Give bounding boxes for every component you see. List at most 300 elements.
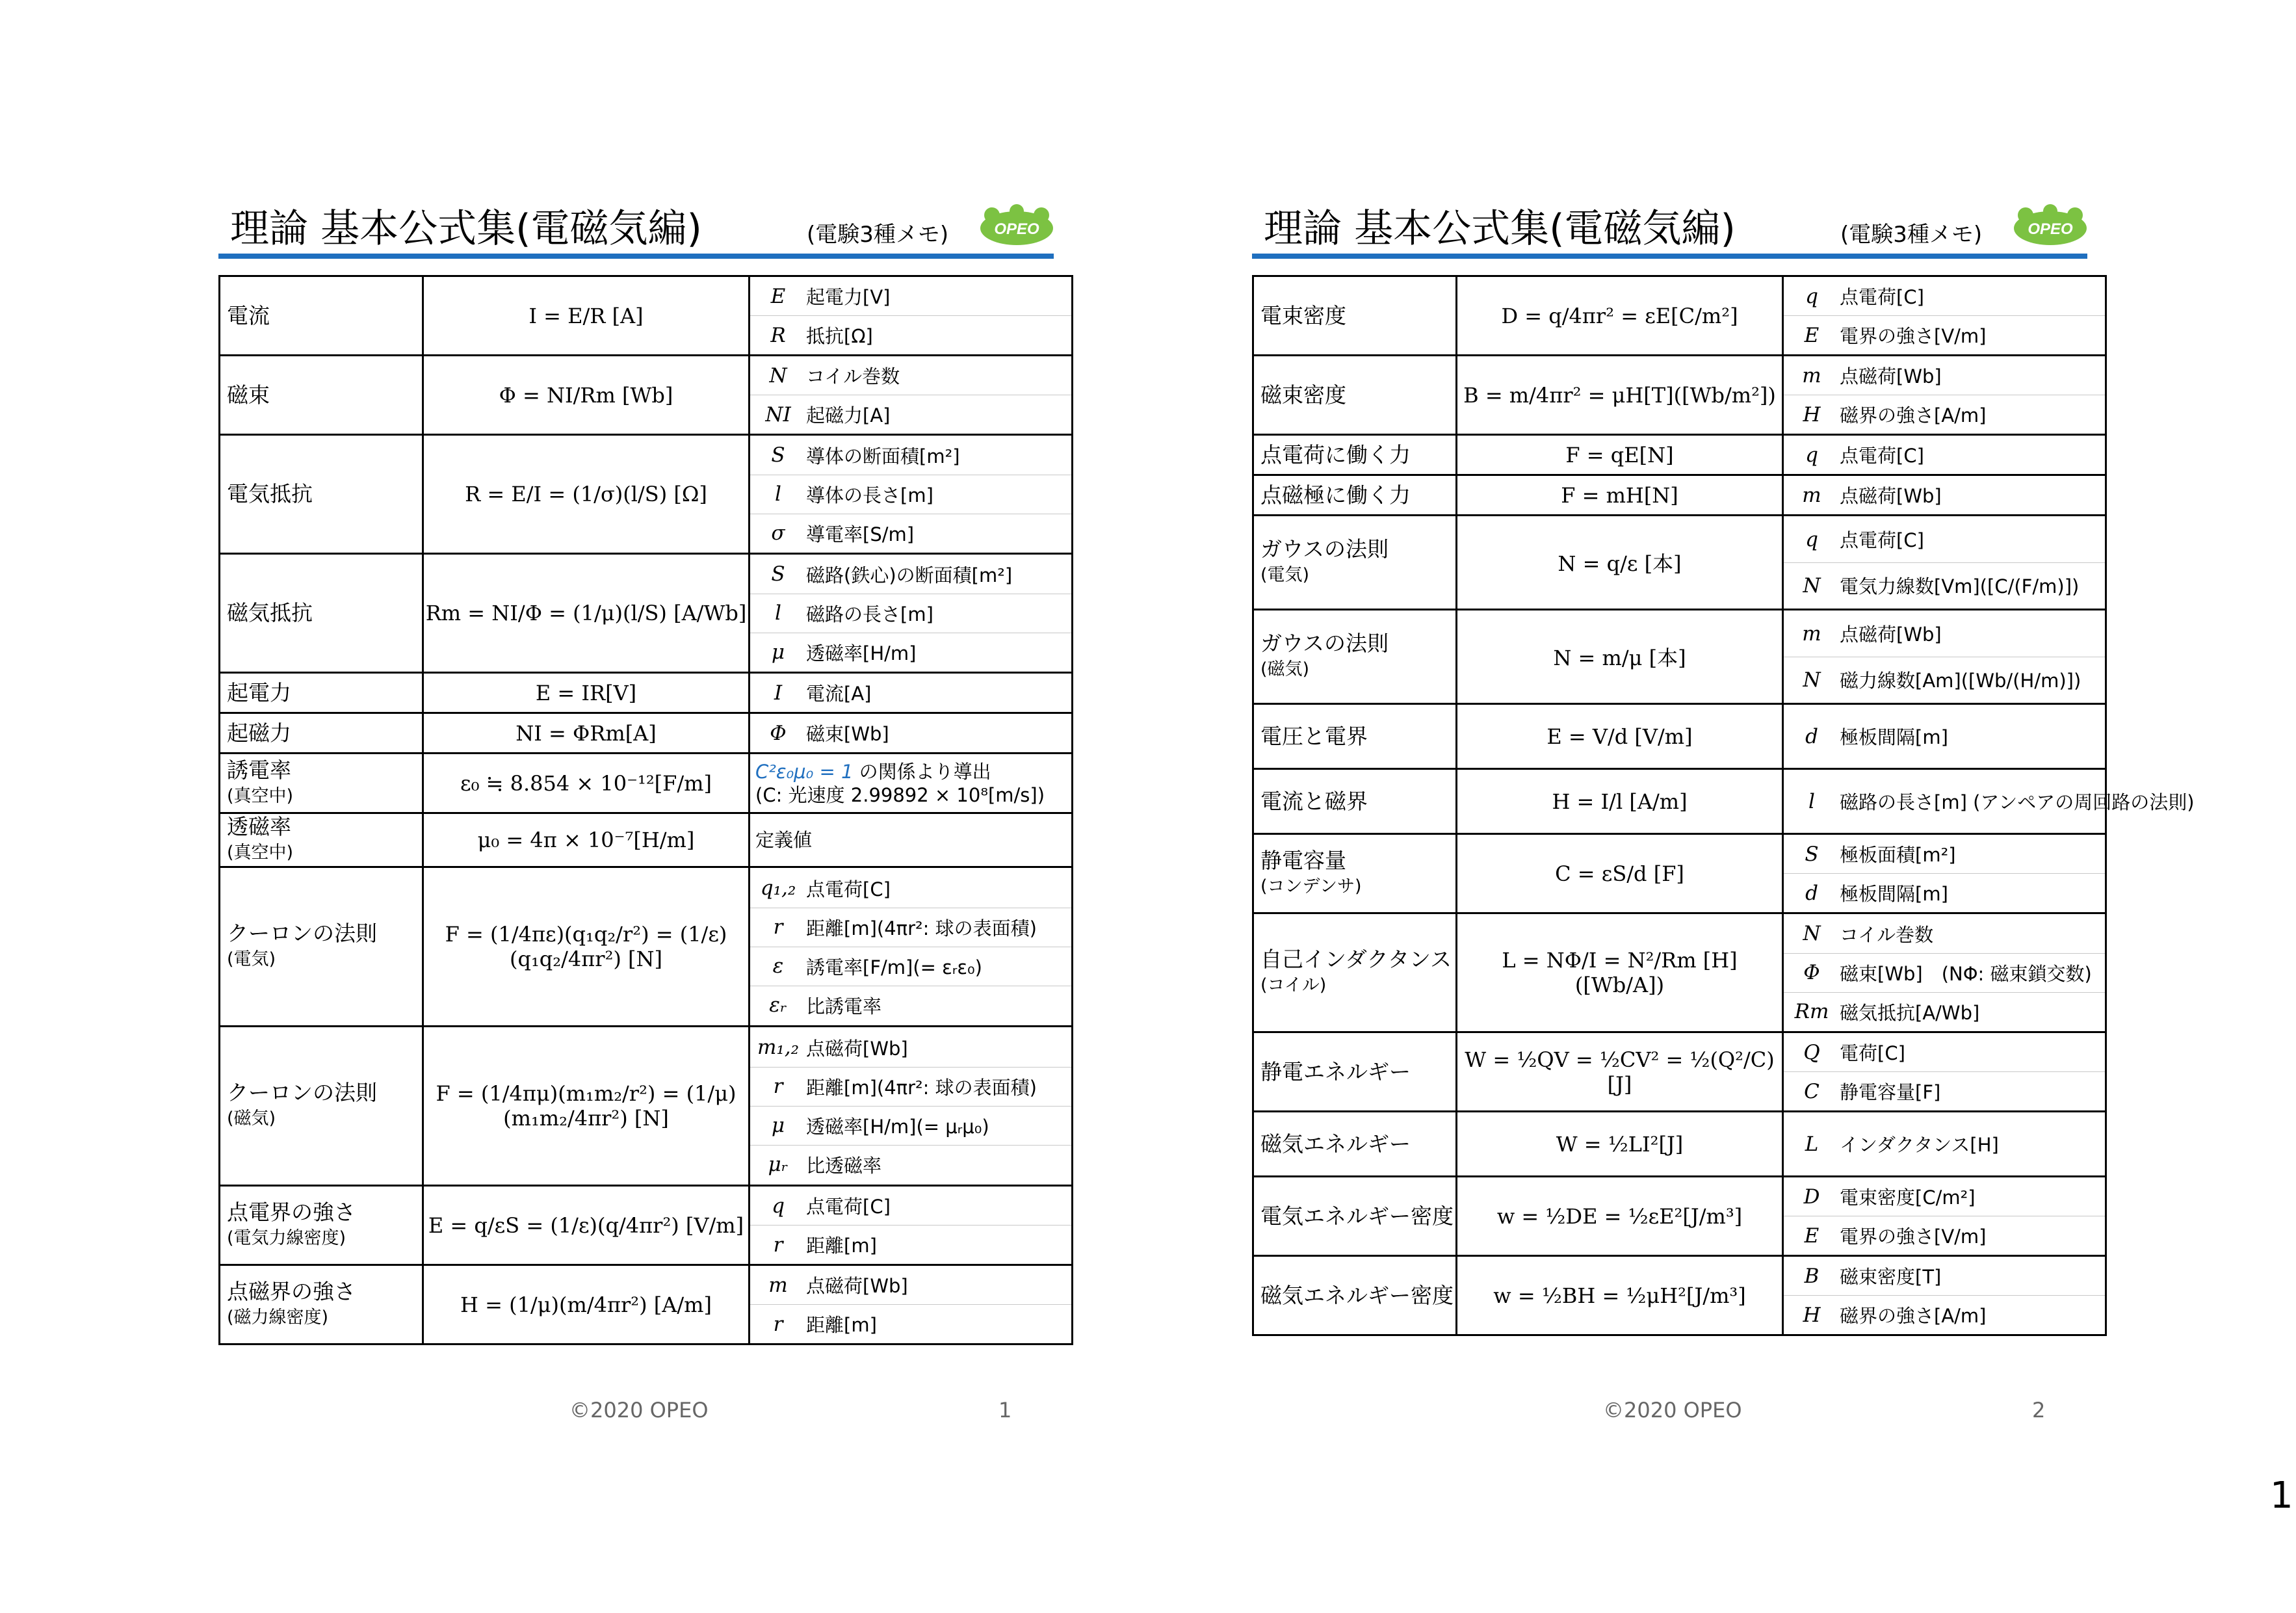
quantity-name-text: 透磁率 (227, 814, 291, 839)
quantity-name (1253, 1256, 1457, 1335)
quantity-name-text: 磁気抵抗 (227, 600, 313, 625)
quantity-note: (電気) (1260, 565, 1310, 585)
formula: I = E/R [A] (423, 276, 750, 356)
variable-row (750, 316, 1071, 354)
formula-row (220, 673, 1073, 713)
variable-symbol: Φ (1803, 961, 1820, 984)
variable-description: 磁路の長さ[m] (アンペアの周回路の法則) (1840, 791, 2195, 813)
formula-row (1253, 1112, 2106, 1177)
formula-row (1253, 516, 2106, 610)
variable-description: 磁力線数[Am]([Wb/(H/m)]) (1840, 670, 2081, 692)
variable-definitions (1783, 475, 2106, 516)
quantity-note: (コンデンサ) (1260, 876, 1362, 897)
variable-row (1784, 563, 2105, 609)
quantity-name-text: 点電荷に働く力 (1260, 441, 1411, 467)
formula-row (220, 276, 1073, 356)
variable-description: 導電率[S/m] (806, 523, 915, 545)
variable-symbol: m (1802, 622, 1821, 646)
quantity-name-text: 誘電率 (227, 757, 291, 783)
opeo-logo (2011, 203, 2089, 249)
quantity-name-text: 起磁力 (227, 720, 291, 746)
quantity-name (220, 754, 423, 813)
variable-row (1784, 1112, 2105, 1175)
quantity-note: (電気) (227, 949, 276, 969)
variable-row (1784, 277, 2105, 316)
variable-symbol: μᵣ (768, 1153, 789, 1176)
variable-symbol: N (1803, 573, 1821, 597)
formula-row (220, 813, 1073, 867)
quantity-name-text: 電気抵抗 (227, 481, 313, 506)
variable-description: 距離[m](4πr²: 球の表面積) (806, 1076, 1037, 1099)
variable-description: 磁界の強さ[A/m] (1840, 404, 1987, 426)
quantity-name (1253, 610, 1457, 704)
quantity-name-text: 点磁界の強さ (227, 1278, 356, 1304)
variable-description: コイル巻数 (1840, 923, 1934, 946)
formula: w = ½BH = ½μH²[J/m³] (1457, 1256, 1783, 1335)
variable-description: 点電荷[C] (806, 1196, 891, 1218)
variable-row (750, 555, 1071, 594)
page-title: 理論 基本公式集(電磁気編) (1264, 206, 1736, 252)
variable-description: 電界の強さ[V/m] (1840, 325, 1987, 347)
variable-definitions (1783, 769, 2195, 834)
variable-definitions (750, 673, 1073, 713)
quantity-note: (電気力線密度) (227, 1227, 346, 1248)
page-header (1252, 198, 2087, 258)
quantity-note: (磁気) (1260, 659, 1310, 679)
variable-description: 抵抗[Ω] (806, 325, 873, 347)
variable-symbol: Q (1803, 1040, 1820, 1064)
quantity-name (220, 867, 423, 1027)
variable-row (750, 277, 1071, 316)
formula-row (220, 713, 1073, 754)
variable-row (750, 908, 1071, 947)
variable-symbol: l (775, 482, 781, 506)
variable-symbol: σ (771, 521, 785, 545)
variable-row (750, 674, 1071, 712)
variable-description: 電荷[C] (1840, 1042, 1905, 1064)
variable-definitions (1783, 516, 2106, 610)
variable-description: インダクタンス[H] (1840, 1134, 1999, 1156)
variable-description: 電流[A] (806, 683, 872, 705)
formula: L = NΦ/I = N²/Rm [H]([Wb/A]) (1457, 913, 1783, 1032)
variable-symbol: Rm (1794, 1000, 1829, 1023)
variable-symbol: S (771, 562, 785, 586)
variable-description: 比透磁率 (806, 1154, 882, 1177)
quantity-name (1253, 276, 1457, 356)
quantity-name-text: 電気エネルギー密度 (1260, 1203, 1454, 1229)
variable-definitions (750, 1027, 1073, 1186)
formula: H = (1/μ)(m/4πr²) [A/m] (423, 1265, 750, 1344)
variable-row (1784, 1177, 2105, 1216)
variable-definitions (750, 435, 1073, 554)
variable-description: 点磁荷[Wb] (1840, 485, 1942, 507)
variable-description: 導体の断面積[m²] (806, 445, 960, 467)
quantity-name-text: 電流 (227, 302, 270, 328)
quantity-name-text: 静電容量 (1260, 847, 1346, 873)
variable-description: 静電容量[F] (1840, 1081, 1941, 1103)
quantity-name (1253, 435, 1457, 475)
variable-row (1784, 316, 2105, 354)
variable-definitions (750, 1186, 1073, 1265)
formula-row (1253, 769, 2106, 834)
corner-page-number: 1 (2270, 1475, 2293, 1517)
footer-page-number: 2 (2032, 1398, 2046, 1423)
variable-description: 極板間隔[m] (1840, 726, 1948, 748)
formula-row (1253, 913, 2106, 1032)
variable-definitions (750, 713, 1073, 754)
variable-row (750, 986, 1071, 1025)
variable-symbol: B (1804, 1264, 1820, 1288)
variable-description: 距離[m](4πr²: 球の表面積) (806, 917, 1037, 939)
variable-row (750, 633, 1071, 672)
variable-row (750, 947, 1071, 986)
quantity-name-text: 電流と磁界 (1260, 788, 1368, 814)
variable-description: 電界の強さ[V/m] (1840, 1226, 1987, 1248)
memo-label: (電験3種メモ) (807, 222, 949, 248)
variable-description: 磁路(鉄心)の断面積[m²] (806, 564, 1013, 586)
variable-description: 点磁荷[Wb] (806, 1037, 908, 1060)
variable-description: 点磁荷[Wb] (1840, 365, 1942, 387)
variable-definitions (1783, 1112, 2106, 1177)
quantity-name (220, 1027, 423, 1186)
formula: B = m/4πr² = μH[T]([Wb/m²]) (1457, 356, 1783, 435)
variable-definitions (1783, 435, 2106, 475)
variable-row (1784, 1257, 2105, 1296)
variable-definitions (750, 867, 1073, 1027)
footer-page-number: 1 (998, 1398, 1012, 1423)
variable-description: 点電荷[C] (1840, 445, 1924, 467)
formula-row (1253, 704, 2106, 769)
variable-row (1784, 954, 2105, 993)
variable-row (750, 395, 1071, 434)
variable-row (1784, 356, 2105, 395)
variable-description: 導体の長さ[m] (806, 484, 933, 506)
formula-row (220, 1027, 1073, 1186)
formula-row (220, 754, 1073, 813)
definition-note-text: の関係より導出 (853, 760, 991, 783)
variable-description: 極板面積[m²] (1840, 844, 1956, 866)
variable-symbol: d (1805, 724, 1818, 748)
quantity-note: (真空中) (227, 785, 294, 806)
logo-text: OPEO (994, 220, 1039, 238)
variable-symbol: I (774, 681, 783, 705)
variable-definitions (750, 813, 1073, 867)
quantity-name-text: 磁束 (227, 382, 270, 408)
variable-definitions (750, 356, 1073, 435)
variable-symbol: S (771, 443, 785, 467)
variable-description: コイル巻数 (806, 365, 900, 387)
page-2 (1034, 0, 2195, 1613)
variable-symbol: l (775, 601, 781, 625)
variable-symbol: N (1803, 668, 1821, 692)
variable-description: 距離[m] (806, 1314, 877, 1336)
formula-row (220, 356, 1073, 435)
variable-symbol: E (770, 284, 786, 308)
variable-description: 透磁率[H/m](= μᵣμ₀) (806, 1115, 989, 1138)
variable-row (1784, 1296, 2105, 1334)
variable-description: 磁気抵抗[A/Wb] (1840, 1001, 1980, 1024)
variable-row (750, 475, 1071, 514)
variable-symbol: l (1808, 789, 1815, 813)
definition-note-line2: (C: 光速度 2.99892 × 10⁸[m/s]) (755, 783, 1045, 806)
variable-symbol: q (1805, 443, 1818, 467)
variable-row (750, 1146, 1071, 1184)
quantity-name-text: 磁束密度 (1260, 382, 1346, 408)
formula: F = qE[N] (1457, 435, 1783, 475)
variable-symbol: ε (772, 954, 784, 978)
formula: μ₀ = 4π × 10⁻⁷[H/m] (423, 813, 750, 867)
quantity-note: (真空中) (227, 843, 294, 863)
variable-description: 誘電率[F/m](= εᵣε₀) (806, 956, 982, 978)
variable-row (750, 869, 1071, 908)
variable-row (750, 436, 1071, 475)
variable-symbol: Φ (770, 721, 787, 745)
variable-row (750, 594, 1071, 633)
variable-symbol: q (1805, 527, 1818, 551)
variable-definitions (1783, 1256, 2106, 1335)
formula-row (1253, 1177, 2106, 1256)
variable-row (1784, 611, 2105, 657)
formula: C = εS/d [F] (1457, 834, 1783, 913)
quantity-name (220, 554, 423, 673)
quantity-name (1253, 913, 1457, 1032)
variable-definitions (1783, 1177, 2106, 1256)
formula-row (1253, 834, 2106, 913)
definition-note (750, 828, 1071, 852)
variable-symbol: m₁,₂ (757, 1036, 800, 1059)
variable-row (750, 1266, 1071, 1305)
quantity-name (1253, 1112, 1457, 1177)
variable-description: 起磁力[A] (806, 404, 891, 426)
formula: N = m/μ [本] (1457, 610, 1783, 704)
variable-row (750, 514, 1071, 553)
variable-description: 距離[m] (806, 1235, 877, 1257)
quantity-name-text: 起電力 (227, 679, 291, 705)
variable-row (1784, 395, 2105, 434)
variable-description: 点電荷[C] (1840, 286, 1924, 308)
formula: D = q/4πr² = εE[C/m²] (1457, 276, 1783, 356)
variable-row (1784, 517, 2105, 563)
quantity-name-text: 電束密度 (1260, 302, 1346, 328)
variable-description: 磁束密度[T] (1840, 1266, 1942, 1288)
variable-symbol: r (773, 1075, 783, 1098)
quantity-name-text: クーロンの法則 (227, 1080, 377, 1105)
variable-row (750, 1029, 1071, 1068)
variable-row (1784, 1072, 2105, 1110)
variable-definitions (1783, 610, 2106, 704)
formula-table (218, 275, 1073, 1345)
variable-definitions (1783, 913, 2106, 1032)
variable-description: 電束密度[C/m²] (1840, 1187, 1976, 1209)
variable-symbol: q (772, 1194, 785, 1218)
variable-symbol: E (1804, 323, 1820, 347)
formula: E = V/d [V/m] (1457, 704, 1783, 769)
quantity-name (220, 1265, 423, 1344)
variable-symbol: H (1803, 1303, 1821, 1327)
variable-symbol: N (1803, 922, 1821, 945)
quantity-note: (磁気) (227, 1108, 276, 1129)
quantity-name (1253, 475, 1457, 516)
formula-row (1253, 475, 2106, 516)
quantity-name-text: 点磁極に働く力 (1260, 482, 1411, 508)
variable-symbol: m (768, 1273, 788, 1297)
variable-description: 磁束[Wb] (NΦ: 磁束鎖交数) (1840, 962, 2092, 985)
variable-description: 点電荷[C] (806, 878, 891, 900)
formula: F = (1/4πε)(q₁q₂/r²) = (1/ε)(q₁q₂/4πr²) [N] (423, 867, 750, 1027)
variable-symbol: q (1805, 284, 1818, 308)
formula-row (220, 435, 1073, 554)
variable-definitions (1783, 704, 2106, 769)
variable-symbol: S (1805, 842, 1819, 866)
variable-description: 透磁率[H/m] (806, 642, 917, 664)
page-title: 理論 基本公式集(電磁気編) (230, 206, 702, 252)
formula: N = q/ε [本] (1457, 516, 1783, 610)
formula: W = ½QV = ½CV² = ½(Q²/C) [J] (1457, 1032, 1783, 1112)
quantity-name (1253, 769, 1457, 834)
quantity-name-text: 磁気エネルギー密度 (1260, 1282, 1454, 1308)
variable-description: 起電力[V] (806, 286, 891, 308)
quantity-note: (コイル) (1260, 975, 1327, 995)
variable-symbol: D (1803, 1185, 1820, 1209)
variable-row (750, 1107, 1071, 1146)
formula: ε₀ ≒ 8.854 × 10⁻¹²[F/m] (423, 754, 750, 813)
quantity-name-text: 磁気エネルギー (1260, 1131, 1411, 1157)
variable-row (1784, 915, 2105, 954)
page-header (218, 198, 1054, 258)
variable-row (750, 714, 1071, 752)
variable-symbol: r (773, 1233, 783, 1257)
formula-row (1253, 435, 2106, 475)
logo-text: OPEO (2028, 220, 2073, 238)
variable-symbol: d (1805, 881, 1818, 905)
variable-description: 極板間隔[m] (1840, 883, 1948, 905)
formula: Rm = NI/Φ = (1/μ)(l/S) [A/Wb] (423, 554, 750, 673)
variable-symbol: r (773, 1312, 783, 1336)
formula-row (220, 554, 1073, 673)
quantity-name-text: クーロンの法則 (227, 921, 377, 946)
quantity-name-text: 電圧と電界 (1260, 723, 1368, 749)
formula-row (220, 1186, 1073, 1265)
variable-symbol: m (1802, 483, 1821, 507)
formula-table (1252, 275, 2195, 1336)
variable-symbol: μ (771, 1114, 785, 1137)
formula-row (220, 867, 1073, 1027)
quantity-name (220, 813, 423, 867)
formula: W = ½LI²[J] (1457, 1112, 1783, 1177)
variable-symbol: m (1802, 363, 1821, 387)
variable-row (1784, 1216, 2105, 1255)
memo-label: (電験3種メモ) (1840, 222, 1983, 248)
formula: Φ = NI/Rm [Wb] (423, 356, 750, 435)
variable-definitions (750, 276, 1073, 356)
variable-symbol: C (1804, 1079, 1820, 1103)
variable-row (1784, 770, 2195, 833)
variable-symbol: r (773, 915, 783, 939)
variable-description: 比誘電率 (806, 995, 882, 1017)
variable-description: 点磁荷[Wb] (806, 1275, 908, 1297)
quantity-name (220, 673, 423, 713)
formula: F = (1/4πμ)(m₁m₂/r²) = (1/μ)(m₁m₂/4πr²) [N] (423, 1027, 750, 1186)
variable-row (750, 356, 1071, 395)
quantity-name (1253, 1177, 1457, 1256)
footer-copyright: ©2020 OPEO (569, 1398, 709, 1423)
variable-row (1784, 835, 2105, 874)
quantity-name (220, 356, 423, 435)
quantity-name (220, 1186, 423, 1265)
formula: NI = ΦRm[A] (423, 713, 750, 754)
variable-description: 磁路の長さ[m] (806, 603, 933, 625)
definition-note-text: 定義値 (755, 829, 813, 851)
variable-row (750, 1187, 1071, 1226)
quantity-name (220, 435, 423, 554)
variable-symbol: εᵣ (769, 993, 787, 1017)
variable-description: 点電荷[C] (1840, 529, 1924, 551)
formula-row (1253, 610, 2106, 704)
quantity-name (220, 713, 423, 754)
title-underline (1252, 254, 2087, 259)
variable-symbol: R (770, 323, 786, 347)
quantity-name-text: 静電エネルギー (1260, 1058, 1411, 1084)
formula-row (1253, 356, 2106, 435)
formula-row (220, 1265, 1073, 1344)
variable-description: 磁束[Wb] (806, 723, 889, 745)
variable-row (750, 1226, 1071, 1264)
formula-row (1253, 1256, 2106, 1335)
quantity-name (1253, 834, 1457, 913)
quantity-name (1253, 1032, 1457, 1112)
quantity-name-text: ガウスの法則 (1260, 536, 1389, 562)
definition-note (750, 760, 1071, 783)
quantity-name (1253, 516, 1457, 610)
quantity-name-text: 点電界の強さ (227, 1199, 356, 1225)
variable-description: 電気力線数[Vm]([C/(F/m)]) (1840, 575, 2080, 597)
formula: F = mH[N] (1457, 475, 1783, 516)
variable-symbol: E (1804, 1224, 1820, 1248)
variable-row (1784, 657, 2105, 703)
variable-description: 点磁荷[Wb] (1840, 623, 1942, 646)
variable-row (1784, 705, 2105, 768)
variable-definitions (1783, 276, 2106, 356)
variable-row (750, 1305, 1071, 1343)
quantity-note: (磁力線密度) (227, 1307, 329, 1328)
formula: w = ½DE = ½εE²[J/m³] (1457, 1177, 1783, 1256)
variable-row (750, 1068, 1071, 1107)
formula: E = q/εS = (1/ε)(q/4πr²) [V/m] (423, 1186, 750, 1265)
quantity-name-text: 自己インダクタンス (1260, 947, 1452, 972)
variable-row (1784, 993, 2105, 1031)
variable-definitions (750, 554, 1073, 673)
variable-row (1784, 874, 2105, 912)
variable-symbol: H (1803, 402, 1821, 426)
variable-definitions (1783, 356, 2106, 435)
formula-row (1253, 1032, 2106, 1112)
variable-definitions (750, 1265, 1073, 1344)
variable-symbol: q₁,₂ (760, 876, 796, 900)
variable-symbol: L (1805, 1132, 1819, 1156)
variable-symbol: μ (771, 640, 785, 664)
variable-description: 磁界の強さ[A/m] (1840, 1305, 1987, 1327)
footer-copyright: ©2020 OPEO (1603, 1398, 1742, 1423)
quantity-name (1253, 704, 1457, 769)
quantity-name (1253, 356, 1457, 435)
variable-symbol: NI (765, 402, 791, 426)
variable-row (1784, 1033, 2105, 1072)
formula: R = E/I = (1/σ)(l/S) [Ω] (423, 435, 750, 554)
variable-symbol: N (769, 363, 787, 387)
quantity-name (220, 276, 423, 356)
variable-row (1784, 476, 2105, 514)
title-underline (218, 254, 1054, 259)
